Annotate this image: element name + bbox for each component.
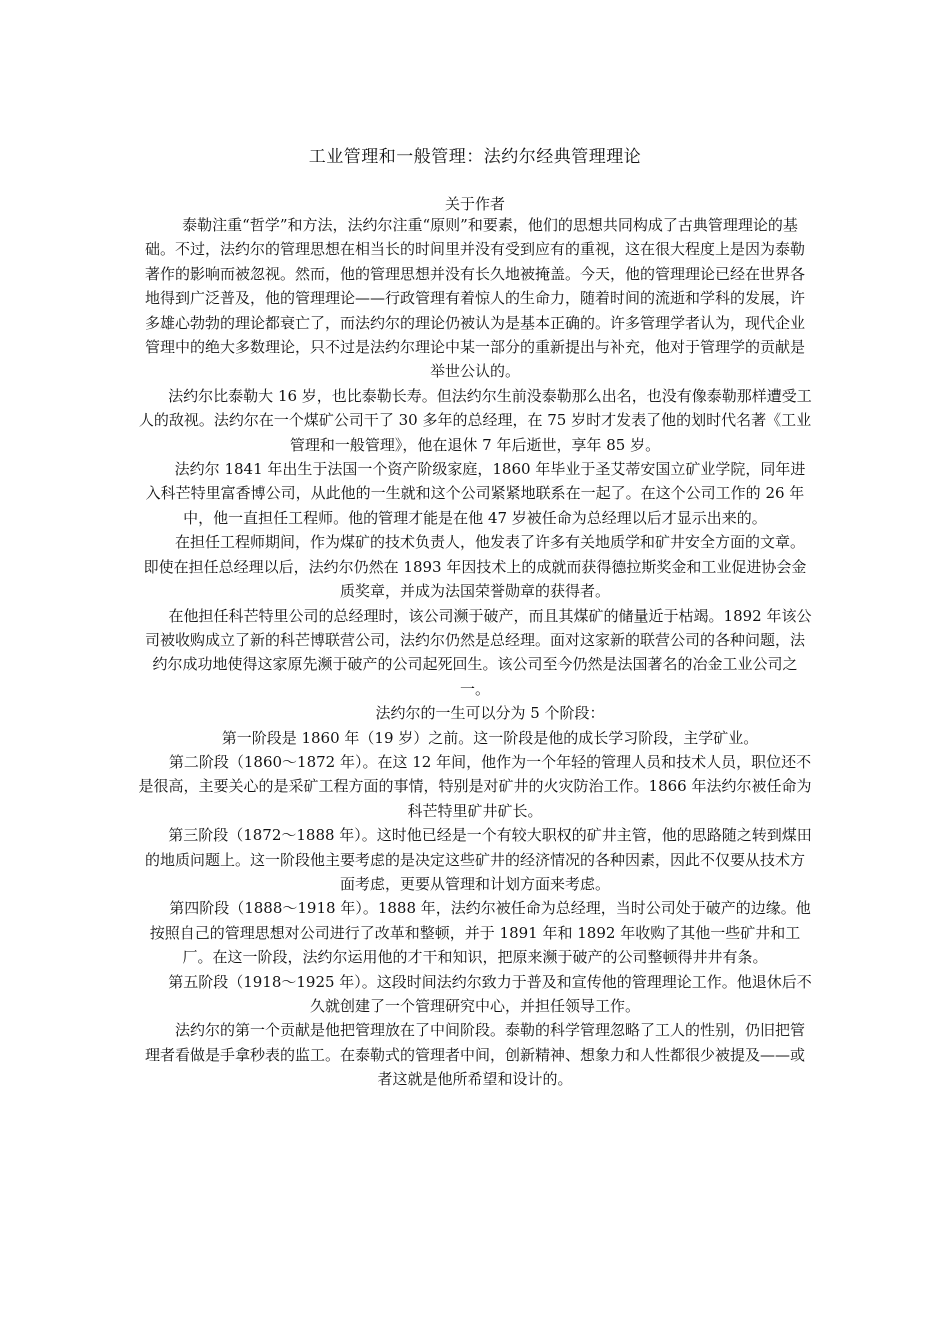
- document-body: [138, 213, 812, 1092]
- paragraph-8: 第二阶段（1860～1872 年）。在这 12 年间，他作为一个年轻的管理人员和技术人员，职位还不是很高，主要关心的是采矿工程方面的事情，特别是对矿井的火灾防治工作。1866 年法约尔被任命为科芒特里矿井矿长。: [138, 752, 812, 820]
- paragraph-3: 法约尔 1841 年出生于法国一个资产阶级家庭，1860 年毕业于圣艾蒂安国立矿业学院，同年进入科芒特里富香博公司，从此他的一生就和这个公司紧紧地联系在一起了。在这个公司工作的 26 年中，他一直担任工程师。他的管理才能是在他 47 岁被任命为总经理以后才显示出来的。: [145, 460, 806, 527]
- paragraph-5: 在他担任科芒特里公司的总经理时，该公司濒于破产，而且其煤矿的储量近于枯竭。1892 年该公司被收购成立了新的科芒博联营公司，法约尔仍然是总经理。面对这家新的联营公司的各种问题，法约尔成功地使得这家原先濒于破产的公司起死回生。该公司至今仍然是法国著名的冶金工业公司之一。: [144, 606, 812, 698]
- section-heading-about-author: 关于作者: [444, 195, 505, 213]
- document-title: 工业管理和一般管理：法约尔经典管理理论: [308, 147, 642, 167]
- paragraph-10: 第四阶段（1888～1918 年）。1888 年，法约尔被任命为总经理，当时公司处于破产的边缘。他按照自己的管理思想对公司进行了改革和整顿，并于 1891 年和 1892 年收购了其他一些矿井和工厂。在这一阶段，法约尔运用他的才干和知识，把原来濒于破产的公司整顿得井井有条。: [149, 899, 811, 967]
- paragraph-11: 第五阶段（1918～1925 年）。这段时间法约尔致力于普及和宣传他的管理理论工作。他退休后不久就创建了一个管理研究中心，并担任领导工作。: [168, 972, 812, 1015]
- paragraph-7: 第一阶段是 1860 年（19 岁）之前。这一阶段是他的成长学习阶段，主学矿业。: [221, 728, 759, 747]
- paragraph-12: 法约尔的第一个贡献是他把管理放在了中间阶段。泰勒的科学管理忽略了工人的性别，仍旧把管理者看做是手拿秒表的监工。在泰勒式的管理者中间，创新精神、想象力和人性都很少被提及——或者这就是他所希望和设计的。: [144, 1021, 805, 1089]
- paragraph-9: 第三阶段（1872～1888 年）。这时他已经是一个有较大职权的矿井主管，他的思路随之转到煤田的地质问题上。这一阶段他主要考虑的是决定这些矿井的经济情况的各种因素，因此不仅要从技术方面考虑，更要从管理和计划方面来考虑。: [144, 826, 812, 893]
- paragraph-2: 法约尔比泰勒大 16 岁，也比泰勒长寿。但法约尔生前没泰勒那么出名，也没有像泰勒那样遭受工人的敌视。法约尔在一个煤矿公司干了 30 多年的总经理，在 75 岁时才发表了他的划时代名著《工业管理和一般管理》，他在退休 7 年后逝世，享年 85 岁。: [138, 386, 812, 454]
- paragraph-6: 法约尔的一生可以分为 5 个阶段：: [375, 704, 605, 723]
- paragraph-4: 在担任工程师期间，作为煤矿的技术负责人，他发表了许多有关地质学和矿井安全方面的文章。即使在担任总经理以后，法约尔仍然在 1893 年因技术上的成就而获得德拉斯奖金和工业促进协会金质奖章，并成为法国荣誉勋章的获得者。: [143, 533, 807, 601]
- paragraph-1: 泰勒注重“哲学”和方法，法约尔注重“原则”和要素，他们的思想共同构成了古典管理理论的基础。不过，法约尔的管理思想在相当长的时间里并没有受到应有的重视，这在很大程度上是因为泰勒著作的影响而被忽视。然而，他的管理思想并没有长久地被掩盖。今天，他的管理理论已经在世界各地得到广泛普及，他的管理理论——行政管理有着惊人的生命力，随着时间的流逝和学科的发展，许多雄心勃勃的理论都衰亡了，而法约尔的理论仍被认为是基本正确的。许多管理学者认为，现代企业管理中的绝大多数理论，只不过是法约尔理论中某一部分的重新提出与补充，他对于管理学的贡献是举世公认的。: [144, 216, 805, 381]
